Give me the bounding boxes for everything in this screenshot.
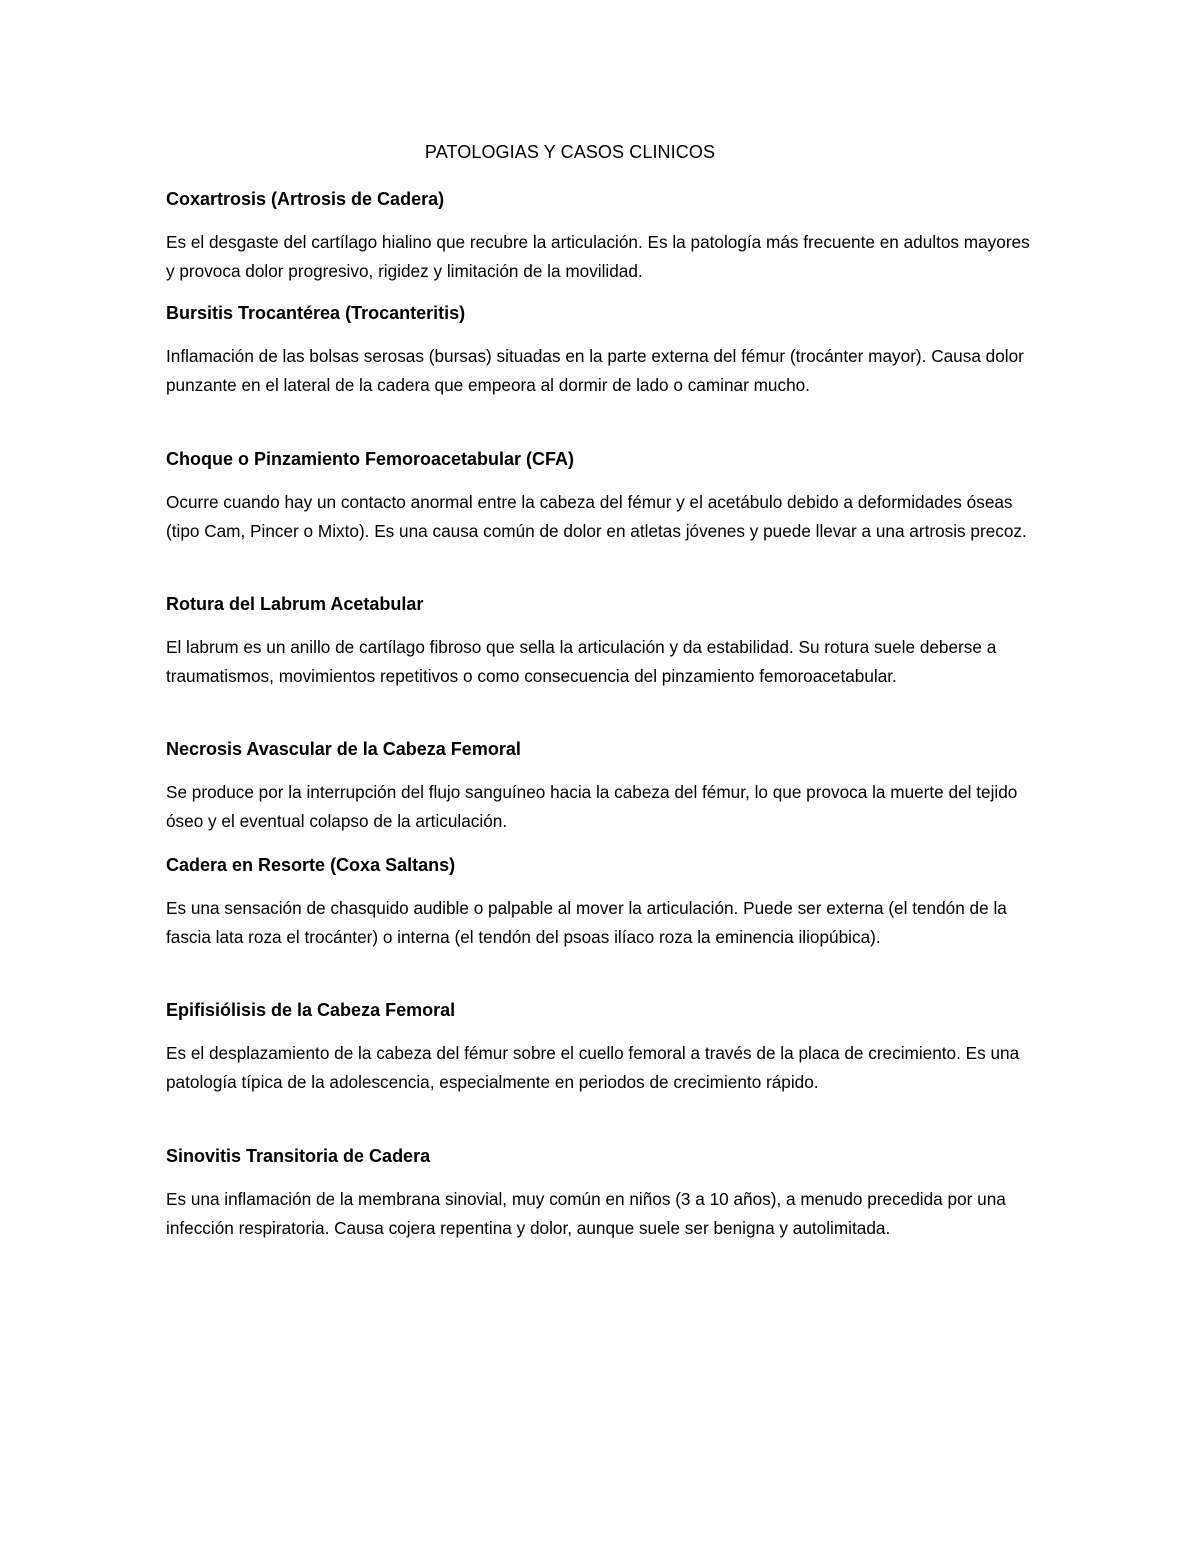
section-necrosis-avascular [166, 738, 1036, 836]
section-heading: Necrosis Avascular de la Cabeza Femoral [166, 739, 521, 759]
section-body: Es una inflamación de la membrana sinovial, muy común en niños (3 a 10 años), a menudo precedida por una infección respiratoria. Causa cojera repentina y dolor, aunque suele ser benigna y autolimitada. [166, 1189, 1006, 1238]
section-body: Inflamación de las bolsas serosas (bursas) situadas en la parte externa del fémur (trocánter mayor). Causa dolor punzante en el lateral de la cadera que empeora al dormir de lado o caminar mucho. [166, 346, 1024, 395]
section-heading: Epifisiólisis de la Cabeza Femoral [166, 1000, 456, 1020]
document-title: PATOLOGIAS Y CASOS CLINICOS [424, 142, 716, 162]
section-rotura-labrum [166, 593, 1036, 691]
section-heading: Cadera en Resorte (Coxa Saltans) [166, 855, 456, 875]
section-sinovitis-transitoria [166, 1145, 1036, 1243]
section-heading: Bursitis Trocantérea (Trocanteritis) [166, 303, 466, 323]
section-heading: Sinovitis Transitoria de Cadera [166, 1146, 431, 1166]
section-body: Ocurre cuando hay un contacto anormal entre la cabeza del fémur y el acetábulo debido a deformidades óseas (tipo Cam, Pincer o Mixto). Es una causa común de dolor en atletas jóvenes y puede llevar a una artrosis precoz. [166, 492, 1027, 541]
section-heading: Coxartrosis (Artrosis de Cadera) [166, 189, 445, 209]
section-body: Es el desplazamiento de la cabeza del fémur sobre el cuello femoral a través de la placa de crecimiento. Es una patología típica de la adolescencia, especialmente en periodos de crecimiento rápido. [166, 1043, 1020, 1092]
section-epifisiolisis [166, 999, 1036, 1097]
section-body: Es una sensación de chasquido audible o palpable al mover la articulación. Puede ser externa (el tendón de la fascia lata roza el trocánter) o interna (el tendón del psoas ilíaco roza la eminencia iliopúbica). [166, 898, 1007, 947]
section-heading: Rotura del Labrum Acetabular [166, 594, 424, 614]
section-heading: Choque o Pinzamiento Femoroacetabular (CFA) [166, 449, 575, 469]
section-bursitis [166, 302, 1036, 400]
section-body: Es el desgaste del cartílago hialino que recubre la articulación. Es la patología más frecuente en adultos mayores y provoca dolor progresivo, rigidez y limitación de la movilidad. [166, 232, 1030, 281]
section-cadera-resorte [166, 854, 1036, 952]
section-coxartrosis [166, 188, 1036, 286]
section-body: El labrum es un anillo de cartílago fibroso que sella la articulación y da estabilidad. Su rotura suele deberse a traumatismos, movimientos repetitivos o como consecuencia del pinzamiento femoroacetabular. [166, 637, 997, 686]
section-body: Se produce por la interrupción del flujo sanguíneo hacia la cabeza del fémur, lo que provoca la muerte del tejido óseo y el eventual colapso de la articulación. [166, 782, 1018, 831]
section-choque-femoroacetabular [166, 448, 1036, 546]
